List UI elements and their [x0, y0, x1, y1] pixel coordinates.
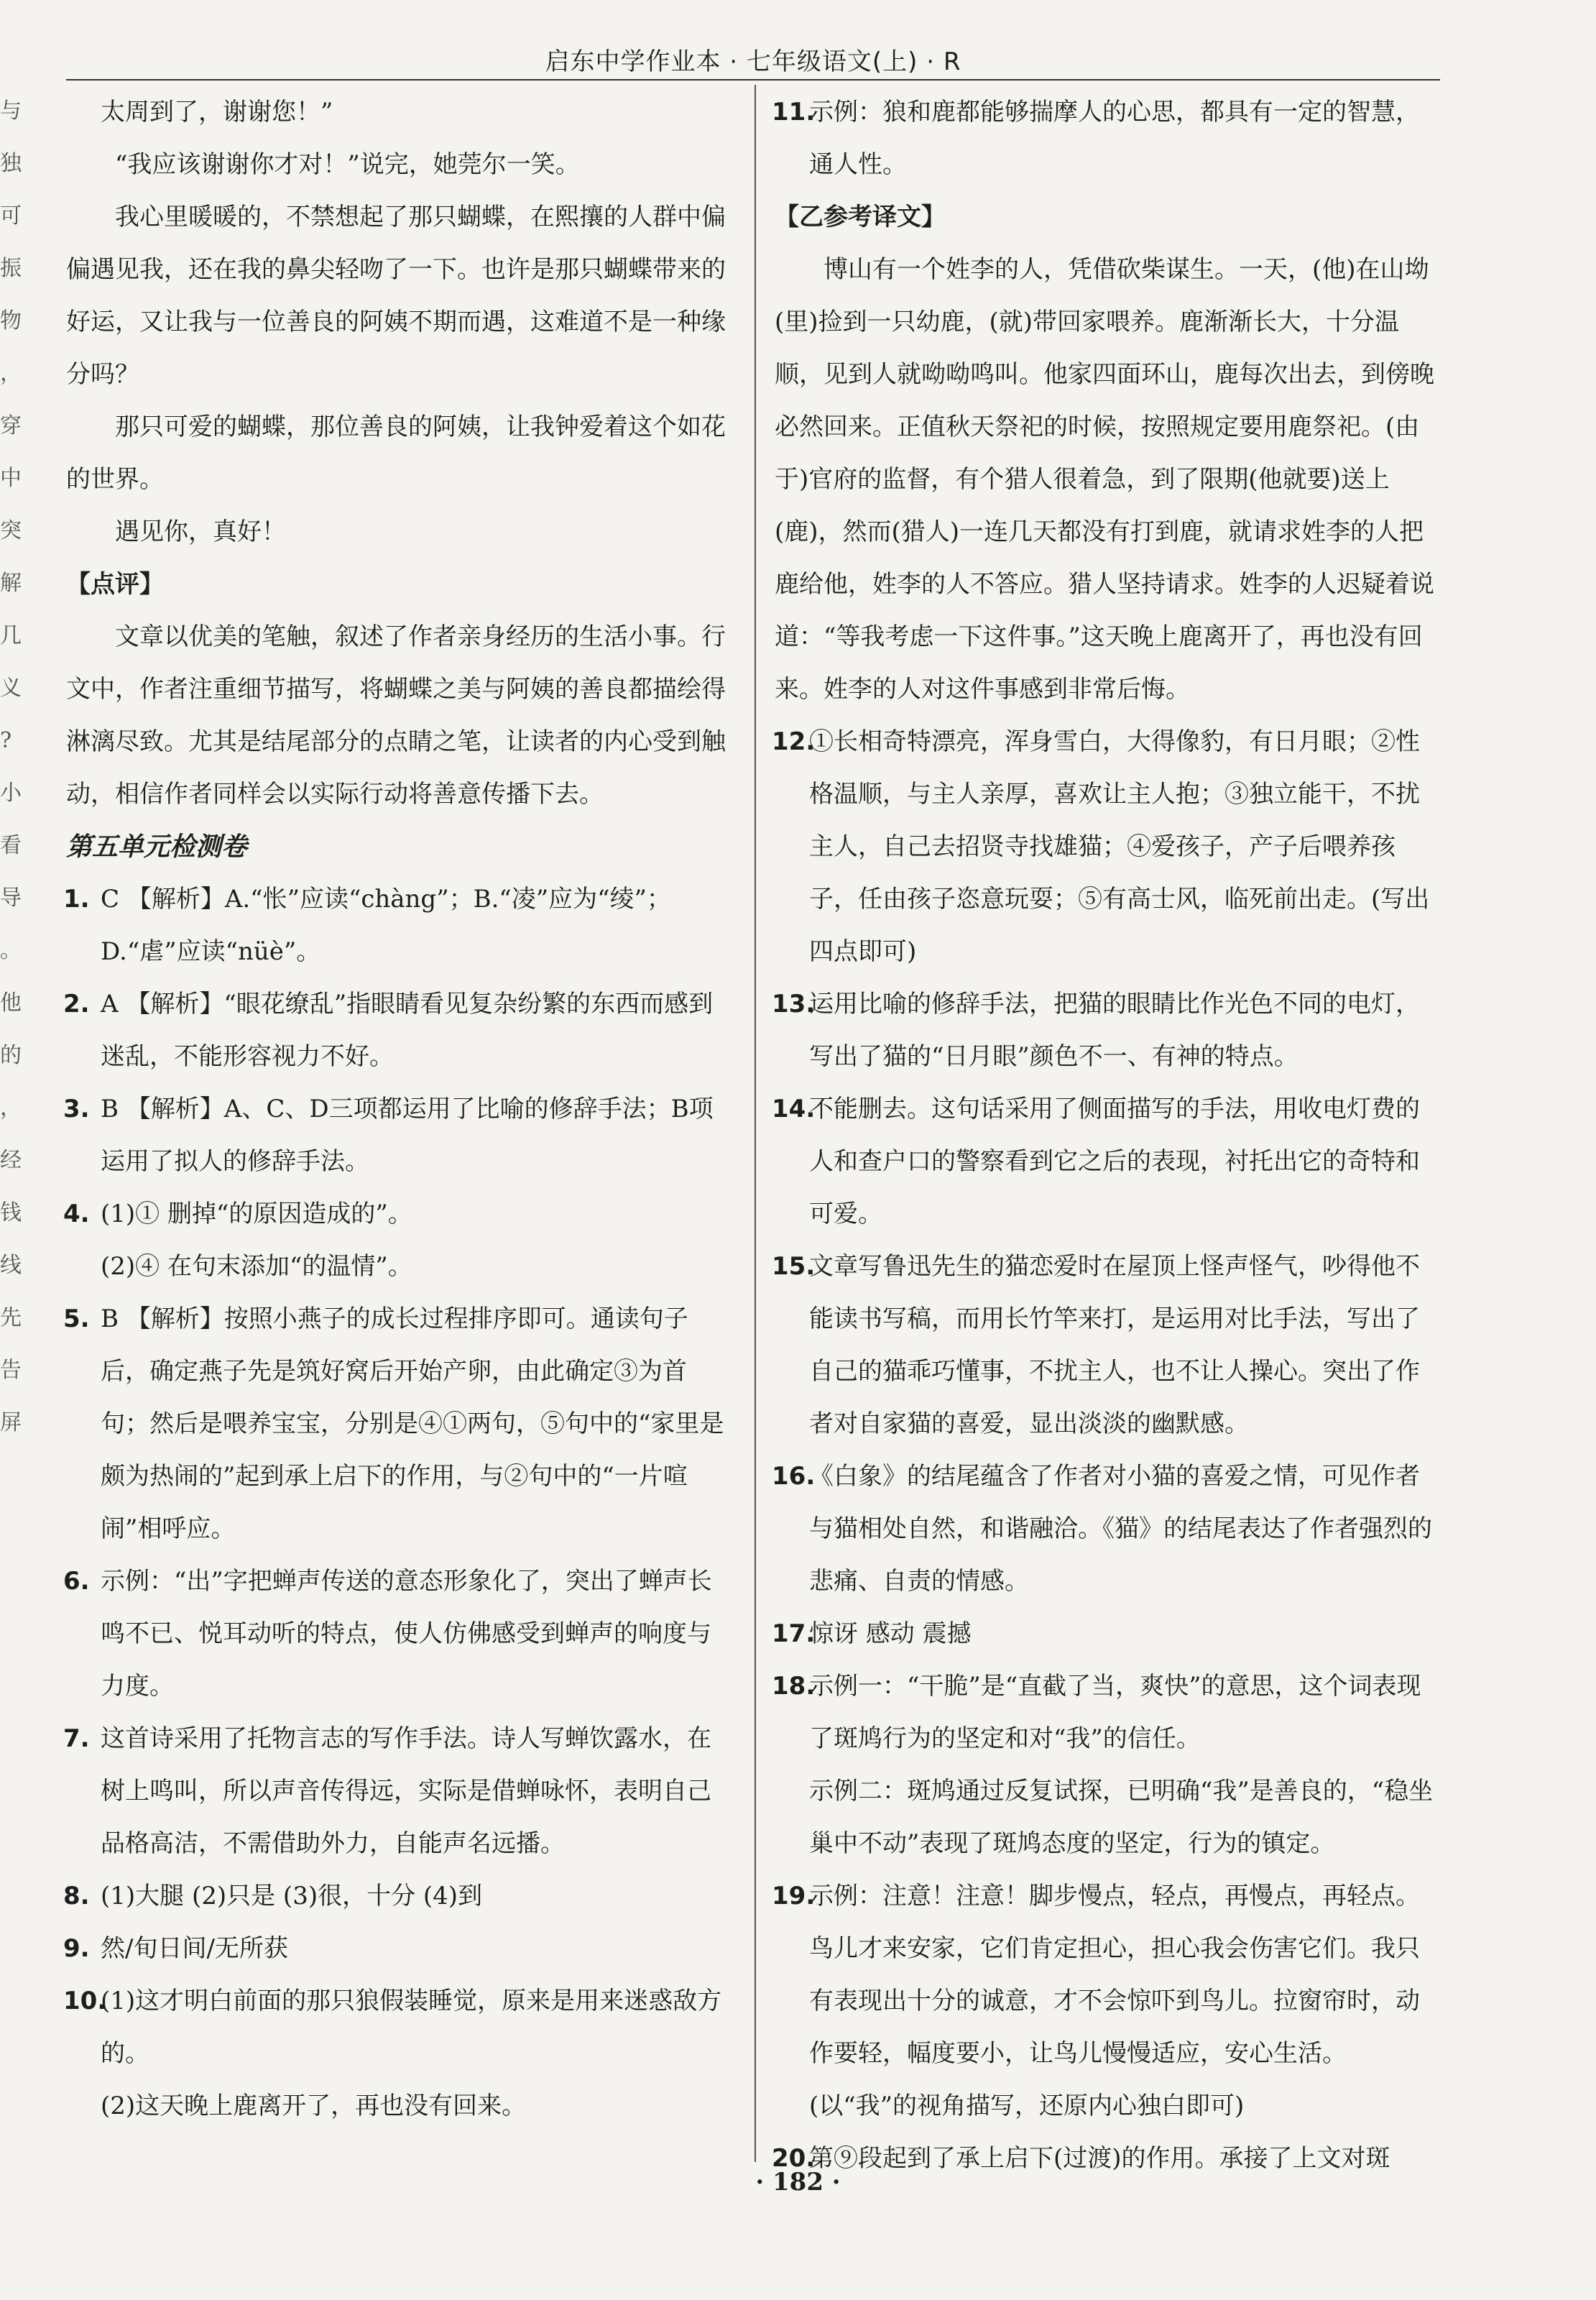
- edge-glyph: 与: [0, 98, 22, 124]
- edge-glyph: 线: [0, 1253, 22, 1278]
- right-column: [772, 86, 1440, 2185]
- page-header: 启东中学作业本 · 七年级语文(上) · R: [545, 47, 961, 76]
- answer-item: [772, 716, 1440, 978]
- answer-line: 然/旬日间/无所获: [101, 1934, 288, 1963]
- answer-number: 20.: [772, 2144, 816, 2173]
- answer-item: [772, 1083, 1440, 1241]
- edge-glyph: 看: [0, 833, 22, 858]
- comment-text: 文章以优美的笔触，叙述了作者亲身经历的生活小事。行文中，作者注重细节描写，将蝴蝶之美与阿姨的善良都描绘得淋漓尽致。尤其是结尾部分的点睛之笔，让读者的内心受到触动，相信作者同样会以实际行动将善意传播下去。: [66, 622, 726, 809]
- answer-item: [63, 1713, 727, 1870]
- answer-line: 这首诗采用了托物言志的写作手法。诗人写蝉饮露水，在树上鸣叫，所以声音传得远，实际是借蝉咏怀，表明自己品格高洁，不需借助外力，自能声名远播。: [101, 1724, 711, 1858]
- answer-number: 7.: [63, 1724, 90, 1753]
- edge-glyph: 屏: [0, 1410, 22, 1435]
- answer-number: 16.: [772, 1462, 816, 1491]
- answer-item: [772, 1660, 1440, 1870]
- answer-list: [772, 86, 1440, 191]
- edge-glyph: ，: [0, 1095, 22, 1121]
- edge-glyph: 中: [0, 466, 22, 491]
- answer-line: B 【解析】A、C、D三项都运用了比喻的修辞手法；B项运用了拟人的修辞手法。: [101, 1095, 714, 1176]
- answer-item: [772, 1241, 1440, 1450]
- answer-number: 3.: [63, 1095, 90, 1123]
- answer-line: ①长相奇特漂亮，浑身雪白，大得像豹，有日月眼；②性格温顺，与主人亲厚，喜欢让主人抱；③独立能干，不扰主人，自己去招贤寺找雄猫；④爱孩子，产子后喂养孩子，任由孩子恣意玩耍；⑤有高士风，临死前出走。(写出四点即可): [809, 727, 1430, 966]
- story-line: 遇见你，真好！: [115, 518, 286, 546]
- answer-number: 9.: [63, 1934, 90, 1963]
- answer-number: 2.: [63, 990, 90, 1018]
- answer-item: [63, 1083, 727, 1188]
- column-divider: [755, 85, 756, 2162]
- story-line: 我心里暖暖的，不禁想起了那只蝴蝶，在熙攘的人群中偏偏遇见我，还在我的鼻尖轻吻了一下。也许是那只蝴蝶带来的好运，又让我与一位善良的阿姨不期而遇，这难道不是一种缘分吗？: [66, 203, 726, 389]
- edge-glyph: 导: [0, 886, 22, 911]
- answer-number: 15.: [772, 1252, 816, 1281]
- answer-list: [63, 873, 727, 2133]
- answer-item: [772, 1450, 1440, 1608]
- answer-line: (1)① 删掉“的原因造成的”。: [101, 1200, 412, 1228]
- edge-glyph: 独: [0, 151, 22, 176]
- edge-glyph: 穿: [0, 413, 22, 438]
- answer-line: A 【解析】“眼花缭乱”指眼睛看见复杂纷繁的东西而感到迷乱，不能形容视力不好。: [101, 990, 714, 1071]
- left-edge-bleed: [0, 85, 33, 2205]
- story-line: 太周到了，谢谢您！”: [101, 98, 333, 126]
- edge-glyph: 小: [0, 781, 22, 806]
- answer-item: [772, 1608, 1440, 1660]
- answer-line: 惊讶 感动 震撼: [809, 1619, 972, 1648]
- edge-glyph: 义: [0, 676, 22, 701]
- answer-list: [772, 716, 1440, 2185]
- edge-glyph: 先: [0, 1305, 22, 1330]
- story-line: “我应该谢谢你才对！”说完，她莞尔一笑。: [115, 150, 580, 179]
- translation-text: 博山有一个姓李的人，凭借砍柴谋生。一天，(他)在山坳(里)捡到一只幼鹿，(就)带回家喂养。鹿渐渐长大，十分温顺，见到人就呦呦鸣叫。他家四面环山，鹿每次出去，到傍晚必然回来。正值秋天祭祀的时候，按照规定要用鹿祭祀。(由于)官府的监督，有个猎人很着急，到了限期(他就要)送上(鹿)，然而(猎人)一连几天都没有打到鹿，就请求姓李的人把鹿给他，姓李的人不答应。猎人坚持请求。姓李的人迟疑着说道：“等我考虑一下这件事。”这天晚上鹿离开了，再也没有回来。姓李的人对这件事感到非常后悔。: [775, 255, 1434, 704]
- answer-number: 11.: [772, 98, 816, 126]
- answer-line: 示例：“出”字把蝉声传送的意态形象化了，突出了蝉声长鸣不已、悦耳动听的特点，使人仿佛感受到蝉声的响度与力度。: [101, 1567, 712, 1701]
- left-column: [63, 86, 727, 2133]
- answer-line: 文章写鲁迅先生的猫恋爱时在屋顶上怪声怪气，吵得他不能读书写稿，而用长竹竿来打，是运用对比手法，写出了自己的猫乖巧懂事，不扰主人，也不让人操心。突出了作者对自家猫的喜爱，显出淡淡的幽默感。: [809, 1252, 1420, 1438]
- answer-line: (1)这才明白前面的那只狼假装睡觉，原来是用来迷惑敌方的。: [101, 1987, 722, 2068]
- answer-line: 示例一：“干脆”是“直截了当，爽快”的意思，这个词表现了斑鸠行为的坚定和对“我”的信任。: [809, 1672, 1421, 1753]
- answer-item: [63, 873, 727, 978]
- edge-glyph: ?: [0, 728, 12, 753]
- edge-glyph: 。: [0, 938, 22, 963]
- answer-line: (2)④ 在句末添加“的温情”。: [101, 1252, 412, 1281]
- header-rule: [66, 79, 1440, 80]
- answer-number: 19.: [772, 1882, 816, 1910]
- answer-item: [772, 1870, 1440, 2133]
- answer-line: 示例：狼和鹿都能够揣摩人的心思，都具有一定的智慧，通人性。: [809, 98, 1420, 179]
- answer-line: C 【解析】A.“怅”应读“chàng”；B.“凌”应为“绫”；D.“虐”应读“nüè”。: [101, 885, 671, 966]
- answer-item: [63, 1293, 727, 1555]
- answer-item: [63, 1975, 727, 2133]
- edge-glyph: 解: [0, 571, 22, 596]
- comment-tag: 【点评】: [66, 570, 164, 599]
- answer-item: [63, 978, 727, 1083]
- answer-number: 18.: [772, 1672, 816, 1701]
- edge-glyph: 告: [0, 1358, 22, 1383]
- edge-glyph: 经: [0, 1148, 22, 1173]
- answer-item: [63, 1870, 727, 1923]
- answer-line: B 【解析】按照小燕子的成长过程排序即可。通读句子后，确定燕子先是筑好窝后开始产卵，由此确定③为首句；然后是喂养宝宝，分别是④①两句，⑤句中的“家里是颇为热闹的”起到承上启下的作用，与②句中的“一片喧闹”相呼应。: [101, 1305, 724, 1543]
- edge-glyph: 突: [0, 518, 22, 543]
- answer-item: [63, 1188, 727, 1293]
- edge-glyph: 振: [0, 256, 22, 281]
- answer-number: 14.: [772, 1095, 816, 1123]
- section-title: 第五单元检测卷: [66, 832, 248, 862]
- answer-item: [772, 978, 1440, 1083]
- translation-tag: 【乙参考译文】: [775, 203, 946, 231]
- story-line: 那只可爱的蝴蝶，那位善良的阿姨，让我钟爱着这个如花的世界。: [66, 413, 726, 494]
- answer-number: 10.: [63, 1987, 107, 2015]
- answer-line: 第⑨段起到了承上启下(过渡)的作用。承接了上文对斑: [809, 2144, 1390, 2173]
- answer-line: 《白象》的结尾蕴含了作者对小猫的喜爱之情，可见作者与猫相处自然，和谐融洽。《猫》的结尾表达了作者强烈的悲痛、自责的情感。: [809, 1462, 1432, 1596]
- edge-glyph: 钱: [0, 1200, 22, 1225]
- edge-glyph: 他: [0, 990, 22, 1016]
- answer-line: (1)大腿 (2)只是 (3)很，十分 (4)到: [101, 1882, 483, 1910]
- answer-line: (2)这天晚上鹿离开了，再也没有回来。: [101, 2092, 527, 2120]
- edge-glyph: 的: [0, 1043, 22, 1068]
- answer-number: 12.: [772, 727, 816, 756]
- answer-number: 4.: [63, 1200, 90, 1228]
- edge-glyph: 可: [0, 203, 22, 229]
- answer-line: 运用比喻的修辞手法，把猫的眼睛比作光色不同的电灯，写出了猫的“日月眼”颜色不一、有神的特点。: [809, 990, 1420, 1071]
- answer-number: 8.: [63, 1882, 90, 1910]
- answer-number: 1.: [63, 885, 90, 914]
- edge-glyph: ，: [0, 361, 22, 386]
- edge-glyph: 几: [0, 623, 22, 648]
- answer-number: 6.: [63, 1567, 90, 1596]
- edge-glyph: 物: [0, 308, 22, 334]
- answer-number: 5.: [63, 1305, 90, 1333]
- answer-line: 示例：注意！注意！脚步慢点，轻点，再慢点，再轻点。鸟儿才来安家，它们肯定担心，担心我会伤害它们。我只有表现出十分的诚意，才不会惊吓到鸟儿。拉窗帘时，动作要轻，幅度要小，让鸟儿慢慢适应，安心生活。(以“我”的视角描写，还原内心独白即可): [809, 1882, 1420, 2120]
- answer-number: 13.: [772, 990, 816, 1018]
- answer-item: [63, 1555, 727, 1713]
- answer-item: [63, 1923, 727, 1975]
- answer-line: 示例二：斑鸠通过反复试探，已明确“我”是善良的，“稳坐巢中不动”表现了斑鸠态度的坚定，行为的镇定。: [809, 1777, 1434, 1858]
- answer-number: 17.: [772, 1619, 816, 1648]
- answer-line: 不能删去。这句话采用了侧面描写的手法，用收电灯费的人和查户口的警察看到它之后的表现，衬托出它的奇特和可爱。: [809, 1095, 1420, 1228]
- page-number: · 182 ·: [755, 2168, 841, 2196]
- answer-item: [772, 86, 1440, 191]
